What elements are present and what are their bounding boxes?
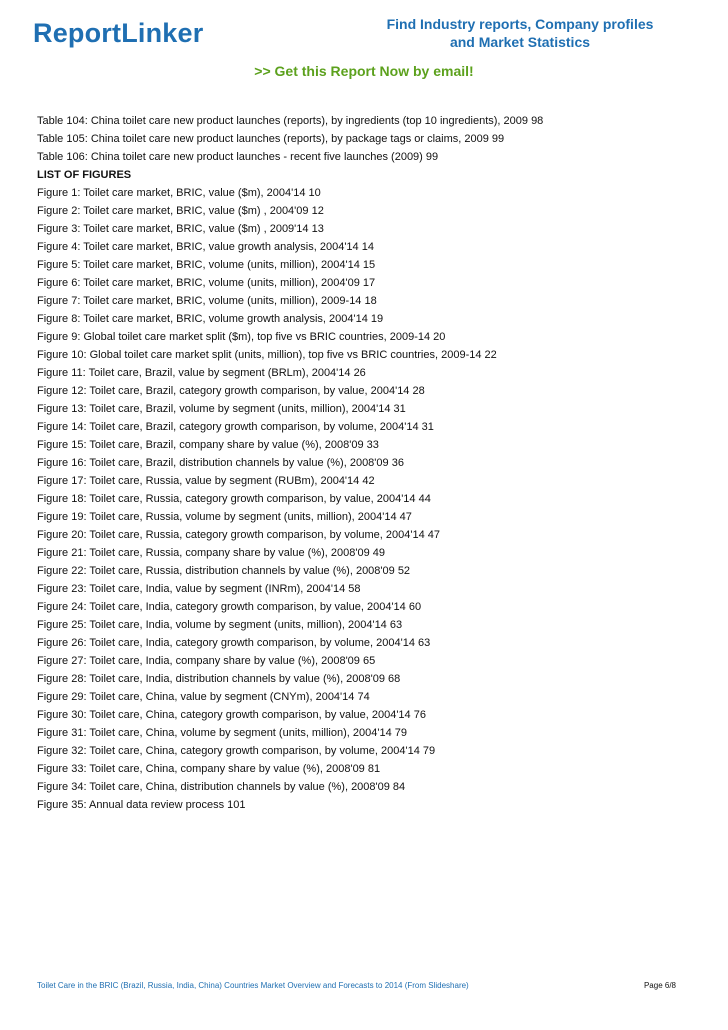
figure-entry: Figure 11: Toilet care, Brazil, value by segment (BRLm), 2004'14 26 xyxy=(37,367,366,379)
page-number: Page 6/8 xyxy=(643,981,676,990)
figure-entry: Figure 27: Toilet care, India, company share by value (%), 2008'09 65 xyxy=(37,655,376,667)
figure-entry: Figure 19: Toilet care, Russia, volume by segment (units, million), 2004'14 47 xyxy=(37,511,412,523)
figure-entry: Figure 34: Toilet care, China, distribution channels by value (%), 2008'09 84 xyxy=(37,781,406,793)
figure-entry: Figure 10: Global toilet care market split (units, million), top five vs BRIC countries, 2009-14 22 xyxy=(37,349,497,361)
figure-entry: Figure 7: Toilet care market, BRIC, volume (units, million), 2009-14 18 xyxy=(37,295,377,307)
table-entry: Table 104: China toilet care new product launches (reports), by ingredients (top 10 ingredients), 2009 98 xyxy=(37,115,544,127)
header-tagline xyxy=(370,15,670,51)
tagline-line-2: and Market Statistics xyxy=(449,34,591,50)
figure-entry: Figure 2: Toilet care market, BRIC, value ($m) , 2004'09 12 xyxy=(37,205,324,217)
page-content xyxy=(37,112,707,814)
figure-entry: Figure 16: Toilet care, Brazil, distribution channels by value (%), 2008'09 36 xyxy=(37,457,404,469)
figure-entry: Figure 13: Toilet care, Brazil, volume by segment (units, million), 2004'14 31 xyxy=(37,403,406,415)
figure-entry: Figure 14: Toilet care, Brazil, category growth comparison, by volume, 2004'14 31 xyxy=(37,421,434,433)
figure-entry: Figure 32: Toilet care, China, category growth comparison, by volume, 2004'14 79 xyxy=(37,745,436,757)
figure-entry: Figure 20: Toilet care, Russia, category growth comparison, by volume, 2004'14 47 xyxy=(37,529,440,541)
figure-entry: Figure 25: Toilet care, India, volume by segment (units, million), 2004'14 63 xyxy=(37,619,403,631)
figures-list xyxy=(37,184,707,814)
figure-entry: Figure 33: Toilet care, China, company share by value (%), 2008'09 81 xyxy=(37,763,381,775)
reportlinker-logo[interactable]: ReportLinker xyxy=(33,18,204,48)
figure-entry: Figure 35: Annual data review process 101 xyxy=(37,799,246,811)
figure-entry: Figure 21: Toilet care, Russia, company share by value (%), 2008'09 49 xyxy=(37,547,385,559)
table-entry: Table 105: China toilet care new product launches (reports), by package tags or claims, 2009 99 xyxy=(37,133,505,145)
figure-entry: Figure 12: Toilet care, Brazil, category growth comparison, by value, 2004'14 28 xyxy=(37,385,425,397)
tagline-line-1: Find Industry reports, Company profiles xyxy=(386,16,654,32)
figure-entry: Figure 8: Toilet care market, BRIC, volume growth analysis, 2004'14 19 xyxy=(37,313,384,325)
list-of-figures-heading: LIST OF FIGURES xyxy=(37,169,132,181)
figure-entry: Figure 23: Toilet care, India, value by segment (INRm), 2004'14 58 xyxy=(37,583,361,595)
get-report-link[interactable]: >> Get this Report Now by email! xyxy=(254,63,474,79)
table-entry: Table 106: China toilet care new product launches - recent five launches (2009) 99 xyxy=(37,151,439,163)
figure-entry: Figure 31: Toilet care, China, volume by segment (units, million), 2004'14 79 xyxy=(37,727,407,739)
figure-entry: Figure 22: Toilet care, Russia, distribution channels by value (%), 2008'09 52 xyxy=(37,565,411,577)
figure-entry: Figure 6: Toilet care market, BRIC, volume (units, million), 2004'09 17 xyxy=(37,277,376,289)
figure-entry: Figure 29: Toilet care, China, value by segment (CNYm), 2004'14 74 xyxy=(37,691,370,703)
figure-entry: Figure 30: Toilet care, China, category growth comparison, by value, 2004'14 76 xyxy=(37,709,426,721)
figure-entry: Figure 24: Toilet care, India, category growth comparison, by value, 2004'14 60 xyxy=(37,601,422,613)
figure-entry: Figure 1: Toilet care market, BRIC, value ($m), 2004'14 10 xyxy=(37,187,321,199)
figure-entry: Figure 17: Toilet care, Russia, value by segment (RUBm), 2004'14 42 xyxy=(37,475,375,487)
footer-source-link[interactable]: Toilet Care in the BRIC (Brazil, Russia, India, China) Countries Market Overview and Forecasts to 2014 (From Slideshare) xyxy=(37,981,469,990)
figure-entry: Figure 15: Toilet care, Brazil, company share by value (%), 2008'09 33 xyxy=(37,439,379,451)
figure-entry: Figure 18: Toilet care, Russia, category growth comparison, by value, 2004'14 44 xyxy=(37,493,431,505)
figure-entry: Figure 4: Toilet care market, BRIC, value growth analysis, 2004'14 14 xyxy=(37,241,374,253)
figure-entry: Figure 3: Toilet care market, BRIC, value ($m) , 2009'14 13 xyxy=(37,223,324,235)
figure-entry: Figure 28: Toilet care, India, distribution channels by value (%), 2008'09 68 xyxy=(37,673,401,685)
figure-entry: Figure 9: Global toilet care market split ($m), top five vs BRIC countries, 2009-14 20 xyxy=(37,331,446,343)
figure-entry: Figure 5: Toilet care market, BRIC, volume (units, million), 2004'14 15 xyxy=(37,259,376,271)
figure-entry: Figure 26: Toilet care, India, category growth comparison, by volume, 2004'14 63 xyxy=(37,637,431,649)
